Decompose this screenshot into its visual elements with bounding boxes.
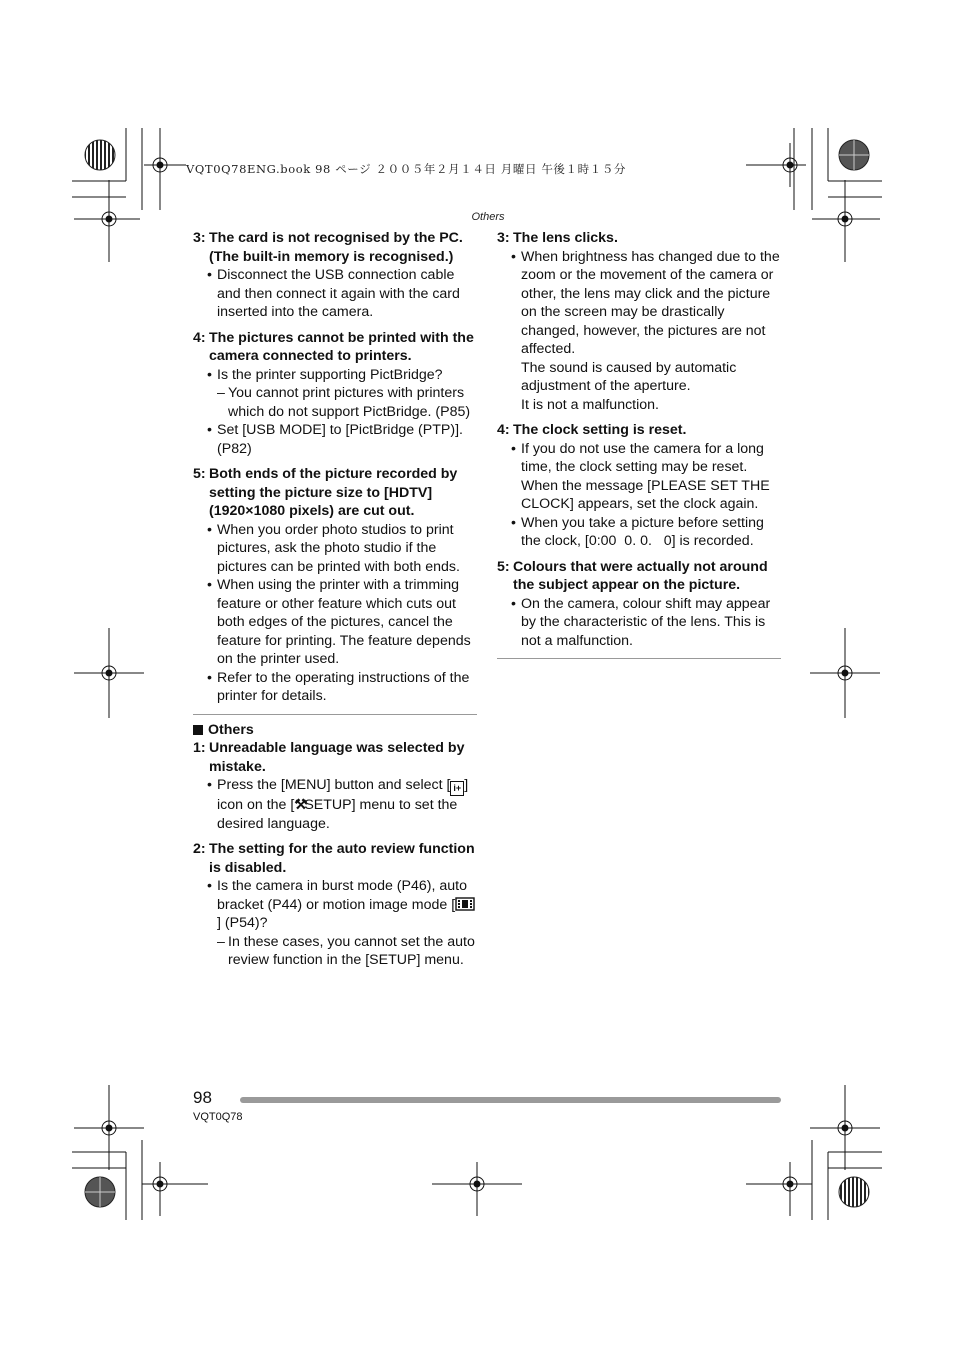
right-column	[497, 229, 781, 665]
page-number: 98	[193, 1088, 212, 1107]
language-menu-icon: i+	[450, 781, 464, 796]
crosshair-mark	[746, 143, 806, 187]
crosshair-mark	[74, 1085, 144, 1170]
item-title: The lens clicks.	[513, 230, 618, 246]
bullet-text: Refer to the operating instructions of the printer for details.	[217, 669, 470, 704]
square-bullet-icon	[193, 725, 203, 735]
dash-text: In these cases, you cannot set the auto review function in the [SETUP] menu.	[228, 933, 475, 968]
starburst-mark	[839, 140, 869, 170]
item-title: Both ends of the picture recorded by setting the picture size to [HDTV] (1920×1080 pixels) are cut out.	[209, 466, 458, 519]
dash-text: You cannot print pictures with printers which do not support PictBridge. (P85)	[228, 385, 471, 420]
bullet-text: Disconnect the USB connection cable and then connect it again with the card inserted into the camera.	[217, 267, 460, 320]
bullet-text: Is the camera in burst mode (P46), auto bracket (P44) or motion image mode [] (P54)?	[217, 877, 477, 933]
faq-item: 5: Colours that were actually not around the subject appear on the picture. • On the camera, colour shift may appear by the characteristic of the lens. This is not a malfunction.	[497, 558, 781, 651]
starburst-mark	[839, 1177, 869, 1207]
section-label: Others	[471, 211, 505, 223]
item-number: 4:	[193, 329, 206, 346]
crosshair-mark	[812, 180, 880, 262]
starburst-mark	[85, 140, 115, 170]
starburst-mark	[85, 1177, 115, 1207]
crosshair-mark	[746, 1162, 812, 1216]
bullet-text: On the camera, colour shift may appear by the characteristic of the lens. This is not a malfunction.	[521, 595, 771, 649]
crosshair-mark	[144, 143, 186, 187]
others-heading: Others	[193, 721, 477, 740]
model-code: VQT0Q78	[193, 1111, 243, 1123]
faq-item: 1: Unreadable language was selected by mistake. • Press the [MENU] button and select [ i+ ] icon on the [⚒SETUP] menu to set the desired language.	[193, 739, 477, 833]
crosshair-mark	[810, 1085, 880, 1170]
faq-item: 3: The lens clicks. • When brightness has changed due to the zoom or the movement of the camera or other, the lens may click and the picture on the screen may be drastically changed, however, the pictures are not affected. The sound is caused by automatic adjustment of the aperture. It is not a malfunction.	[497, 230, 780, 413]
section-divider	[497, 658, 781, 659]
item-title: Unreadable language was selected by mistake.	[209, 740, 465, 775]
crosshair-mark	[810, 628, 880, 718]
faq-item: 4: The pictures cannot be printed with the camera connected to printers. • Is the printer supporting PictBridge? – You cannot print pictures with printers which do not support PictBridge. (P85) • Set [USB MODE] to [PictBridge (PTP)]. (P82)	[193, 329, 477, 459]
item-number: 5:	[193, 466, 206, 482]
item-number: 5:	[497, 558, 510, 575]
paragraph-text: The sound is caused by automatic adjustment of the aperture.	[521, 359, 737, 394]
bullet-text: Is the printer supporting PictBridge?	[217, 366, 443, 383]
faq-item: 4: The clock setting is reset. • If you do not use the camera for a long time, the clock setting may be reset. When the message [PLEASE SET THE CLOCK] appears, set the clock again. • When you take a picture before setting the clock, [0:00 0. 0. 0] is recorded.	[497, 421, 781, 551]
item-number: 3:	[497, 230, 510, 246]
left-column	[193, 229, 477, 977]
bullet-text: Press the [MENU] button and select [ i+ ] icon on the [⚒SETUP] menu to set the desired language.	[217, 777, 469, 832]
print-header-info: VQT0Q78ENG.book 98 ページ ２００５年２月１４日 月曜日 午後１時１５分	[186, 162, 627, 176]
setup-wrench-icon: ⚒	[294, 797, 308, 813]
item-title: Colours that were actually not around the subject appear on the picture.	[513, 558, 768, 593]
item-title: The setting for the auto review function is disabled.	[209, 841, 475, 876]
bullet-text: Set [USB MODE] to [PictBridge (PTP)]. (P82)	[217, 422, 463, 457]
crosshair-mark	[74, 628, 144, 718]
item-title: The pictures cannot be printed with the camera connected to printers.	[209, 329, 474, 364]
bullet-text: When you take a picture before setting the clock, [0:00 0. 0. 0] is recorded.	[521, 514, 768, 549]
bullet-text: When using the printer with a trimming feature or other feature which cuts out both edges of the pictures, cancel the feature for printing. The feature depends on the printer used.	[217, 577, 471, 667]
bullet-text: If you do not use the camera for a long time, the clock setting may be reset. When the message [PLEASE SET THE CLOCK] appears, set the clock again.	[521, 440, 770, 512]
faq-item: 3: The card is not recognised by the PC. (The built-in memory is recognised.) • Disconnect the USB connection cable and then connect it again with the card inserted into the camera.	[193, 229, 477, 322]
item-number: 1:	[193, 740, 206, 756]
crosshair-mark	[432, 1162, 522, 1216]
faq-item: 5: Both ends of the picture recorded by setting the picture size to [HDTV] (1920×1080 pixels) are cut out. • When you order photo studios to print pictures, ask the photo studio if the pictures can be printed with both ends. • When using the printer with a trimming feature or other feature which cuts out both edges of the pictures, cancel the feature for printing. The feature depends on the printer used. • Refer to the operating instructions of the printer for details.	[193, 465, 477, 706]
crosshair-mark	[74, 180, 140, 262]
faq-item: 2: The setting for the auto review function is disabled. • Is the camera in burst mode (P46), auto bracket (P44) or motion image mode [] (P54)? – In these cases, you cannot set the auto review function in the [SETUP] menu.	[193, 840, 477, 970]
section-divider	[193, 714, 477, 715]
bullet-text: When brightness has changed due to the zoom or the movement of the camera or other, the lens may click and the picture on the screen may be drastically changed, however, the pictures are not affected.	[521, 248, 780, 357]
motion-image-film-icon	[455, 897, 475, 911]
item-number: 4:	[497, 422, 510, 438]
item-title: The clock setting is reset.	[513, 422, 687, 438]
page-footer-bar	[240, 1097, 781, 1103]
item-number: 2:	[193, 841, 206, 857]
paragraph-text: It is not a malfunction.	[521, 396, 660, 413]
item-number: 3:	[193, 230, 206, 246]
item-title: The card is not recognised by the PC. (The built-in memory is recognised.)	[209, 230, 463, 265]
crosshair-mark	[142, 1162, 208, 1216]
bullet-text: When you order photo studios to print pictures, ask the photo studio if the pictures can be printed with both ends.	[217, 521, 460, 575]
